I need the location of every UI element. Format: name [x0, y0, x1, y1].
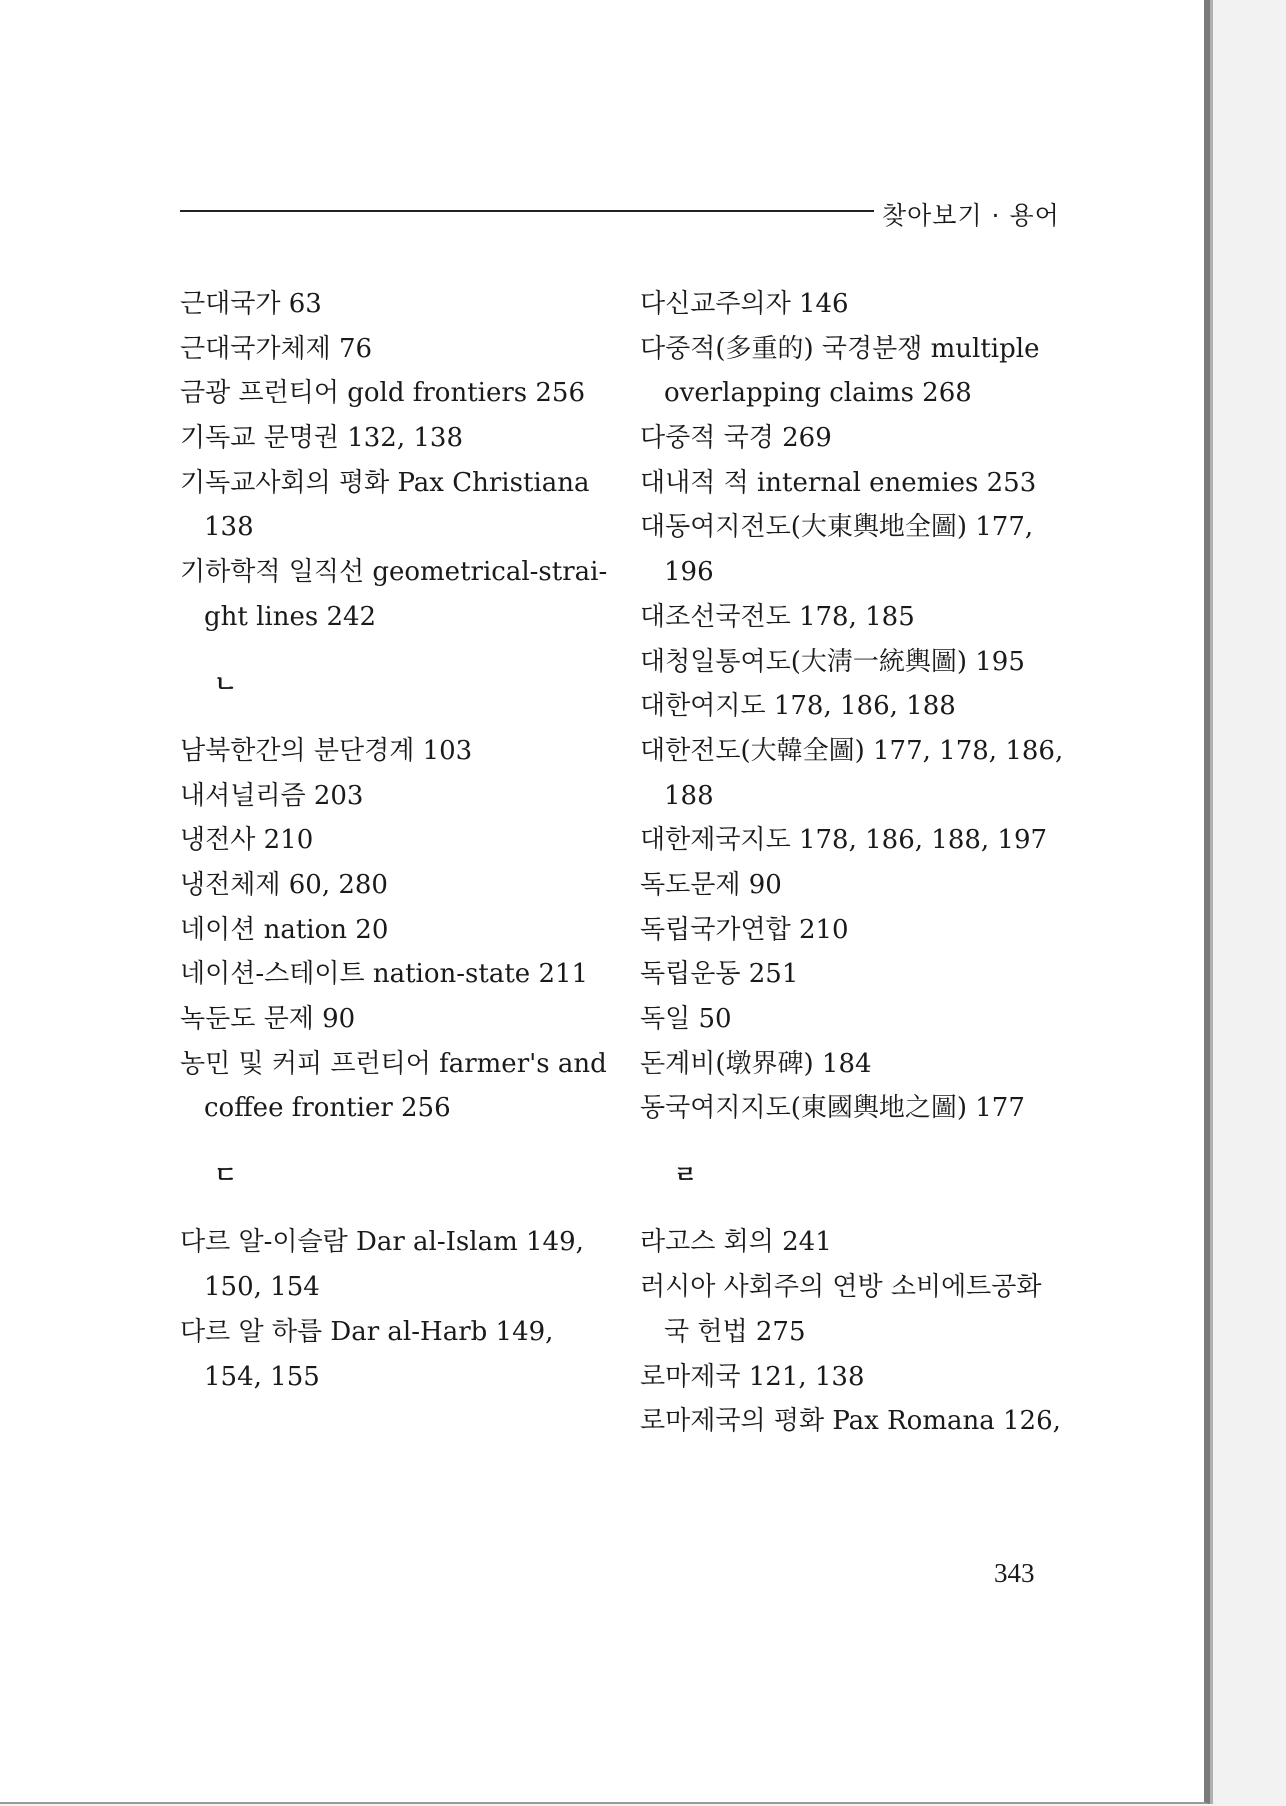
index-entry: 대청일통여도(大淸一統輿圖) 195 — [640, 646, 1025, 677]
index-entry: 돈계비(墩界碑) 184 — [640, 1048, 872, 1079]
index-entry-continuation: 196 — [664, 557, 714, 588]
index-entry: 다중적 국경 269 — [640, 423, 832, 454]
index-entry: 다중적(多重的) 국경분쟁 multiple — [640, 333, 1040, 364]
index-entry: 독립국가연합 210 — [640, 914, 849, 945]
index-column-left — [180, 282, 608, 1399]
index-entry: 남북한간의 분단경계 103 — [180, 735, 473, 766]
index-entry: 독일 50 — [640, 1004, 732, 1034]
index-entry: 녹둔도 문제 90 — [180, 1004, 356, 1035]
header-rule — [180, 210, 874, 212]
index-entry-continuation: ght lines 242 — [204, 601, 377, 632]
index-entry: 다르 알 하릅 Dar al-Harb 149, — [180, 1316, 554, 1347]
index-entry: 대한제국지도 178, 186, 188, 197 — [640, 825, 1048, 856]
index-entry-continuation: 150, 154 — [204, 1272, 320, 1303]
section-heading: ㄹ — [674, 1161, 698, 1190]
index-entry: 라고스 회의 241 — [640, 1227, 832, 1258]
index-entry: 냉전체제 60, 280 — [180, 869, 388, 900]
index-entry: 대동여지전도(大東輿地全圖) 177, — [640, 512, 1034, 543]
index-entry: 기독교사회의 평화 Pax Christiana — [180, 467, 590, 498]
index-entry: 독도문제 90 — [640, 869, 782, 900]
running-header: 찾아보기 · 용어 — [882, 201, 1060, 230]
index-entry: 네이션-스테이트 nation-state 211 — [180, 959, 589, 990]
index-entry: 대한여지도 178, 186, 188 — [640, 691, 956, 722]
index-entry: 다신교주의자 146 — [640, 289, 849, 319]
index-entry: 로마제국의 평화 Pax Romana 126, — [640, 1406, 1061, 1437]
index-entry: 대한전도(大韓全圖) 177, 178, 186, — [640, 735, 1064, 766]
index-entry: 대내적 적 internal enemies 253 — [640, 467, 1037, 498]
page-number: 343 — [994, 1558, 1035, 1588]
index-entry: 금광 프런티어 gold frontiers 256 — [180, 378, 586, 409]
index-entry: 독립운동 251 — [640, 959, 799, 990]
index-entry-continuation: overlapping claims 268 — [664, 378, 972, 409]
index-entry: 네이션 nation 20 — [180, 914, 389, 945]
index-entry: 근대국가 63 — [180, 289, 322, 319]
index-entry: 근대국가체제 76 — [180, 333, 373, 364]
index-entry: 기하학적 일직선 geometrical-strai- — [180, 557, 608, 588]
index-entry: 로마제국 121, 138 — [640, 1361, 865, 1392]
index-entry: 농민 및 커피 프런티어 farmer's and — [180, 1048, 607, 1079]
index-entry-continuation: 154, 155 — [204, 1361, 320, 1392]
index-entry: 동국여지지도(東國輿地之圖) 177 — [640, 1093, 1025, 1124]
index-entry-continuation: coffee frontier 256 — [204, 1093, 451, 1124]
index-entry: 내셔널리즘 203 — [180, 780, 364, 811]
section-heading: ㄷ — [214, 1161, 238, 1190]
index-entry-continuation: 국 헌법 275 — [664, 1316, 806, 1347]
index-entry-continuation: 188 — [664, 780, 714, 811]
index-entry: 기독교 문명권 132, 138 — [180, 423, 464, 454]
index-entry: 다르 알-이슬람 Dar al-Islam 149, — [180, 1227, 584, 1258]
index-entry: 대조선국전도 178, 185 — [640, 601, 915, 632]
index-entry: 냉전사 210 — [180, 825, 314, 856]
index-column-right — [640, 282, 1064, 1444]
index-entry-continuation: 138 — [204, 512, 254, 543]
index-entry: 러시아 사회주의 연방 소비에트공화 — [640, 1272, 1042, 1303]
section-heading: ㄴ — [214, 669, 238, 698]
